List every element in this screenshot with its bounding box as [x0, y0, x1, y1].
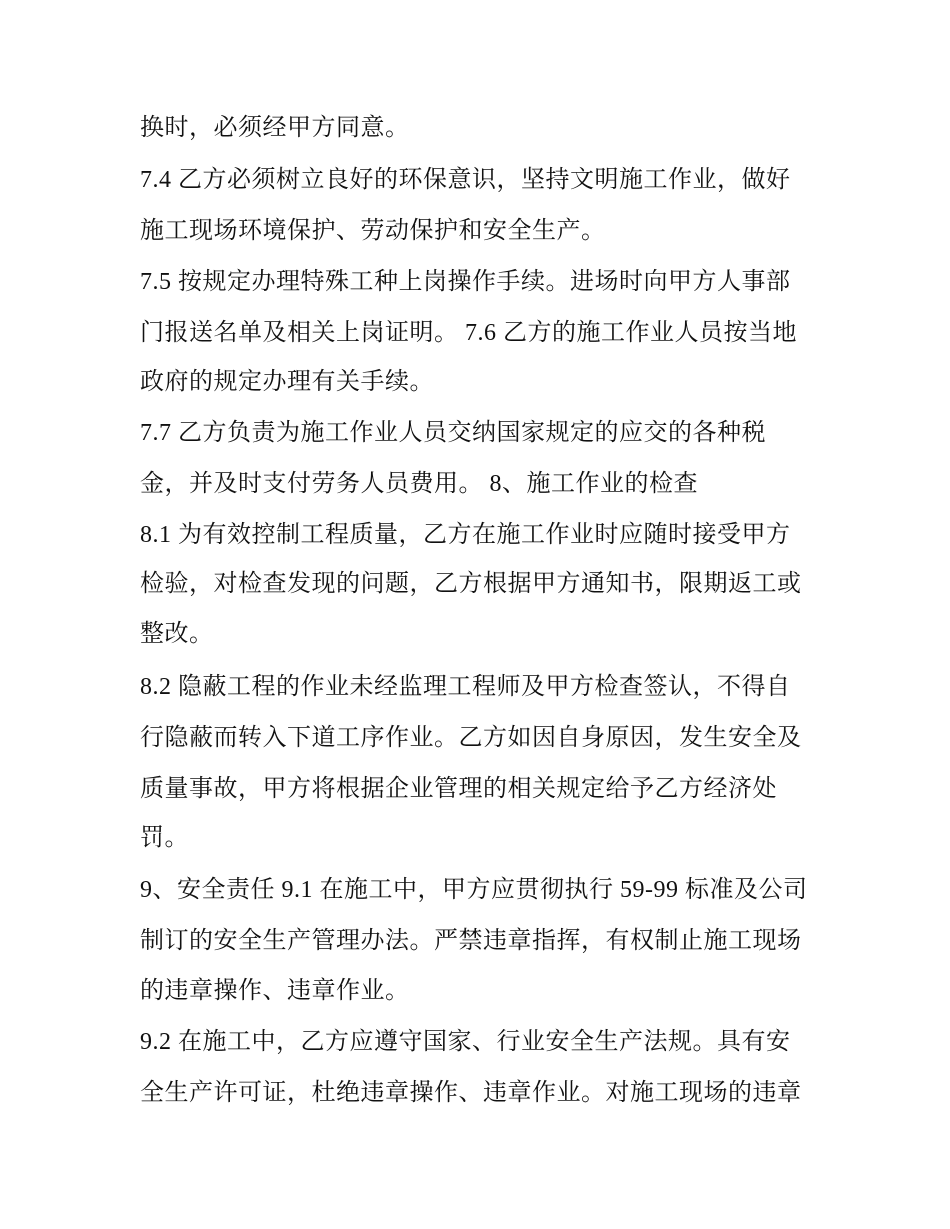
text-line: 制订的安全生产管理办法。严禁违章指挥，有权制止施工现场 — [140, 928, 802, 954]
text-line: 整改。 — [140, 621, 214, 647]
text-line: 政府的规定办理有关手续。 — [140, 369, 434, 395]
text-line: 全生产许可证，杜绝违章操作、违章作业。对施工现场的违章 — [140, 1080, 802, 1106]
text-line: 7.4 乙方必须树立良好的环保意识，坚持文明施工作业，做好 — [140, 167, 791, 193]
text-line: 行隐蔽而转入下道工序作业。乙方如因自身原因，发生安全及 — [140, 725, 802, 751]
text-line: 罚。 — [140, 825, 189, 851]
text-line: 检验，对检查发现的问题，乙方根据甲方通知书，限期返工或 — [140, 571, 802, 597]
text-line: 9、安全责任 9.1 在施工中，甲方应贯彻执行 59-99 标准及公司 — [140, 877, 808, 903]
text-line: 7.5 按规定办理特殊工种上岗操作手续。进场时向甲方人事部 — [140, 269, 791, 295]
text-line: 金，并及时支付劳务人员费用。 8、施工作业的检查 — [140, 471, 698, 497]
text-line: 8.1 为有效控制工程质量，乙方在施工作业时应随时接受甲方 — [140, 522, 791, 548]
text-line: 7.7 乙方负责为施工作业人员交纳国家规定的应交的各种税 — [140, 420, 766, 446]
text-line: 施工现场环境保护、劳动保护和安全生产。 — [140, 218, 606, 244]
text-line: 换时，必须经甲方同意。 — [140, 115, 410, 141]
text-line: 门报送名单及相关上岗证明。 7.6 乙方的施工作业人员按当地 — [140, 320, 797, 346]
text-line: 8.2 隐蔽工程的作业未经监理工程师及甲方检查签认，不得自 — [140, 674, 791, 700]
text-line: 质量事故，甲方将根据企业管理的相关规定给予乙方经济处 — [140, 776, 777, 802]
text-line: 的违章操作、违章作业。 — [140, 978, 410, 1004]
text-line: 9.2 在施工中，乙方应遵守国家、行业安全生产法规。具有安 — [140, 1029, 791, 1055]
